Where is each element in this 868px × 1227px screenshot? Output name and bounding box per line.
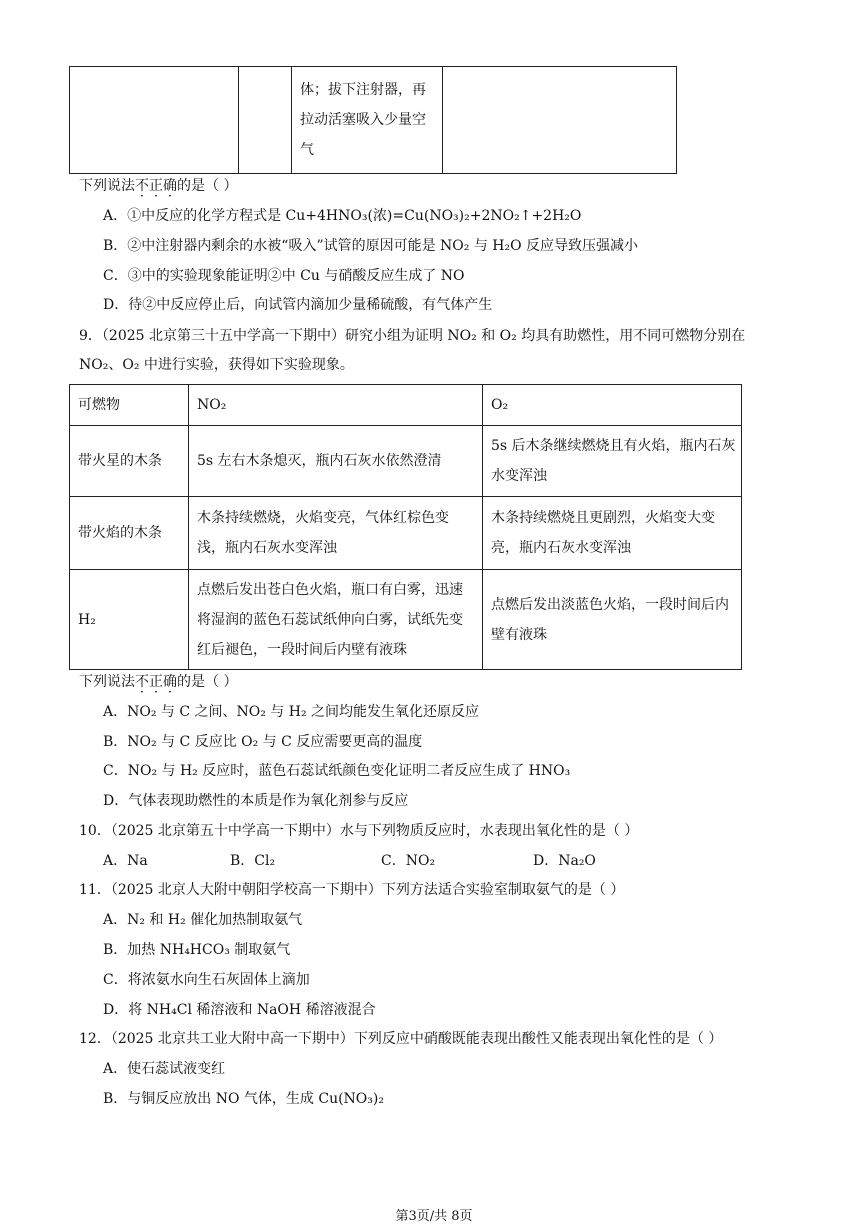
question-stem: 10．（2025 北京第五十中学高一下期中）水与下列物质反应时，水表现出氧化性的是（ ）: [79, 823, 639, 839]
question-stem: 下列说法不正确的是（ ）: [79, 674, 238, 690]
table-header-row: [70, 385, 742, 426]
emphasis-text: [135, 674, 177, 690]
page-number: 第3页/共 8页: [395, 1209, 473, 1224]
option-b: B．与铜反应放出 NO 气体，生成 Cu(NO₃)₂: [103, 1091, 384, 1107]
table-cell: 5s 后木条继续燃烧且有火焰，瓶内石灰水变浑浊: [491, 438, 736, 484]
table-header-cell: 可燃物: [78, 397, 120, 413]
table-row: [70, 426, 742, 497]
table-cell-text: 体；拔下注射器，再拉动活塞吸入少量空气: [300, 82, 426, 158]
option-c: C．③中的实验现象能证明②中 Cu 与硝酸反应生成了 NO: [103, 268, 465, 284]
table-cell: 5s 左右木条熄灭，瓶内石灰水依然澄清: [197, 453, 442, 469]
emphasis-text: [135, 178, 177, 194]
emphasis-char: 确: [163, 674, 177, 690]
option-c: C．将浓氨水向生石灰固体上滴加: [103, 972, 310, 988]
table-cell: [239, 67, 292, 174]
emphasis-char: 正: [149, 674, 163, 690]
table-row: [70, 497, 742, 570]
option-a: A．N₂ 和 H₂ 催化加热制取氨气: [103, 912, 303, 928]
option-d: D．Na₂O: [533, 853, 596, 869]
table-cell: 木条持续燃烧且更剧烈，火焰变大变亮，瓶内石灰水变浑浊: [491, 510, 715, 556]
option-a: A．NO₂ 与 C 之间、NO₂ 与 H₂ 之间均能发生氧化还原反应: [103, 704, 480, 720]
option-d: D．气体表现助燃性的本质是作为氧化剂参与反应: [103, 793, 409, 809]
table-header-cell: O₂: [491, 397, 509, 413]
option-b: B．②中注射器内剩余的水被“吸入”试管的原因可能是 NO₂ 与 H₂O 反应导致压强减小: [103, 238, 639, 254]
question-stem: 9．（2025 北京第三十五中学高一下期中）研究小组为证明 NO₂ 和 O₂ 均具有助燃性，用不同可燃物分别在: [79, 328, 746, 344]
table-cell: 点燃后发出苍白色火焰，瓶口有白雾，迅速将湿润的蓝色石蕊试纸伸向白雾，试纸先变红后褪色，一段时间后内壁有液珠: [197, 581, 463, 658]
option-b: B．加热 NH₄HCO₃ 制取氨气: [103, 942, 291, 958]
option-c: C．NO₂: [381, 853, 436, 869]
table-cell: [292, 67, 443, 174]
option-d: D．待②中反应停止后，向试管内滴加少量稀硫酸，有气体产生: [103, 297, 493, 313]
table-header-cell: NO₂: [197, 397, 227, 413]
table-cell: 木条持续燃烧，火焰变亮，气体红棕色变浅，瓶内石灰水变浑浊: [197, 510, 449, 556]
table-cell: H₂: [78, 611, 96, 628]
table-row: [70, 570, 742, 670]
table-cell: 带火焰的木条: [78, 525, 162, 541]
emphasis-char: 确: [163, 178, 177, 194]
table-cell: [70, 67, 239, 174]
option-b: B．NO₂ 与 C 反应比 O₂ 与 C 反应需要更高的温度: [103, 734, 423, 750]
question-stem: 12．（2025 北京共工业大附中高一下期中）下列反应中硝酸既能表现出酸性又能表现出氧化性的是（ ）: [79, 1031, 723, 1047]
experiment-results-table: [69, 384, 742, 670]
option-a: A．使石蕊试液变红: [103, 1061, 226, 1077]
experiment-table-continued: [69, 66, 677, 174]
question-stem-continued: NO₂、O₂ 中进行实验，获得如下实验现象。: [79, 357, 354, 373]
question-stem: 下列说法不正确的是（ ）: [79, 178, 238, 194]
table-cell: [443, 67, 677, 174]
option-c: C．NO₂ 与 H₂ 反应时，蓝色石蕊试纸颜色变化证明二者反应生成了 HNO₃: [103, 763, 571, 779]
emphasis-char: 正: [149, 178, 163, 194]
table-cell: 点燃后发出淡蓝色火焰，一段时间后内壁有液珠: [491, 596, 729, 643]
option-b: B．Cl₂: [230, 853, 276, 869]
emphasis-char: 不: [135, 674, 149, 690]
option-d: D．将 NH₄Cl 稀溶液和 NaOH 稀溶液混合: [103, 1002, 376, 1018]
question-stem: 11．（2025 北京人大附中朝阳学校高一下期中）下列方法适合实验室制取氨气的是（ ）: [79, 882, 625, 898]
option-a: A．①中反应的化学方程式是 Cu+4HNO₃(浓)=Cu(NO₃)₂+2NO₂↑+2H₂O: [103, 208, 582, 224]
emphasis-char: 不: [135, 178, 149, 194]
option-a: A．Na: [103, 853, 148, 869]
table-cell: 带火星的木条: [78, 453, 162, 469]
